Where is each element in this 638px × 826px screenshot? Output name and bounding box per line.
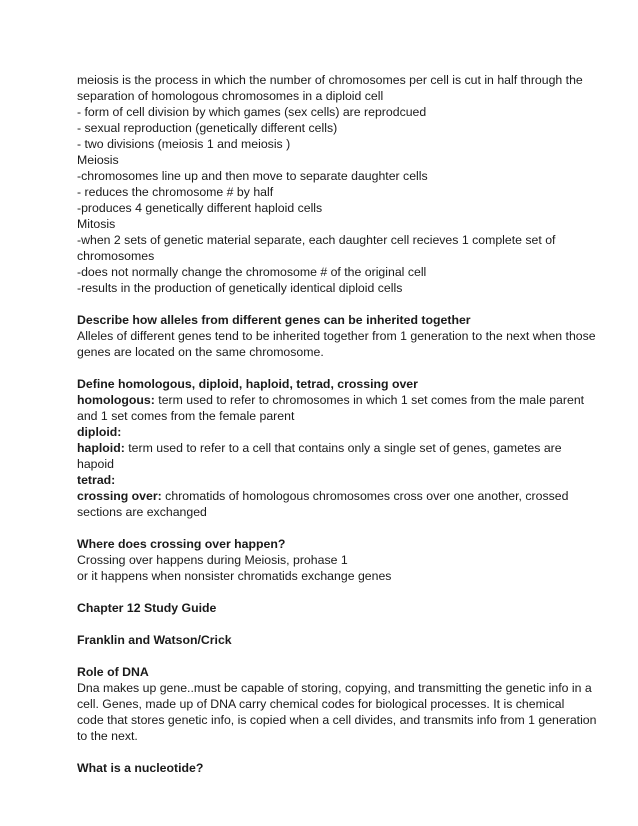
text-line: code that stores genetic info, is copied when a cell divides, and transmits info from 1 generation <box>77 713 597 727</box>
text-line: Dna makes up gene..must be capable of storing, copying, and transmitting the genetic info in a <box>77 681 592 695</box>
spacer <box>77 296 567 312</box>
chapter-heading: Chapter 12 Study Guide <box>77 601 217 615</box>
text-line: or it happens when nonsister chromatids exchange genes <box>77 569 392 583</box>
text-line: and 1 set comes from the female parent <box>77 409 295 423</box>
text-line: Alleles of different genes tend to be inherited together from 1 generation to the next when those <box>77 329 596 343</box>
definition-tetrad: tetrad: <box>77 473 116 487</box>
text-line: -when 2 sets of genetic material separate, each daughter cell recieves 1 complete set of <box>77 233 556 247</box>
section-heading: What is a nucleotide? <box>77 761 204 775</box>
section-heading: Define homologous, diploid, haploid, tetrad, crossing over <box>77 377 418 391</box>
spacer <box>77 616 567 632</box>
text-line: Meiosis <box>77 153 119 167</box>
dna-role-section <box>77 664 597 744</box>
text-line: -does not normally change the chromosome # of the original cell <box>77 265 427 279</box>
text-line: -chromosomes line up and then move to separate daughter cells <box>77 169 428 183</box>
text-line: -results in the production of genetically identical diploid cells <box>77 281 403 295</box>
definition-haploid <box>77 440 567 456</box>
section-heading: Franklin and Watson/Crick <box>77 633 232 647</box>
text-line: Mitosis <box>77 217 116 231</box>
text-line: cell. Genes, made up of DNA carry chemical codes for biological processes. It is chemical <box>77 697 565 711</box>
text-line: sections are exchanged <box>77 505 207 519</box>
text-line: - sexual reproduction (genetically different cells) <box>77 121 338 135</box>
definition-text: term used to refer to a cell that contains only a single set of genes, gametes are <box>124 441 562 455</box>
text-line: genes are located on the same chromosome. <box>77 345 324 359</box>
definition-term: homologous: <box>77 393 155 407</box>
text-line: - two divisions (meiosis 1 and meiosis ) <box>77 137 291 151</box>
document-page <box>77 72 597 776</box>
meiosis-notes <box>77 72 583 296</box>
text-line: Crossing over happens during Meiosis, prohase 1 <box>77 553 348 567</box>
text-line: separation of homologous chromosomes in a diploid cell <box>77 89 384 103</box>
definition-crossing-over <box>77 488 567 504</box>
spacer <box>77 360 567 376</box>
definitions-section <box>77 376 585 520</box>
text-line: hapoid <box>77 457 114 471</box>
section-heading: Describe how alleles from different genes can be inherited together <box>77 313 471 327</box>
section-heading: Where does crossing over happen? <box>77 537 286 551</box>
definition-homologous <box>77 392 585 408</box>
spacer <box>77 648 567 664</box>
definition-text: chromatids of homologous chromosomes cross over one another, crossed <box>161 489 569 503</box>
spacer <box>77 520 567 536</box>
text-line: meiosis is the process in which the number of chromosomes per cell is cut in half through the <box>77 73 583 87</box>
definition-term: haploid: <box>77 441 125 455</box>
crossing-over-section <box>77 536 567 584</box>
text-line: to the next. <box>77 729 138 743</box>
spacer <box>77 584 567 600</box>
definition-term: crossing over: <box>77 489 162 503</box>
alleles-section <box>77 312 596 360</box>
text-line: -produces 4 genetically different haploid cells <box>77 201 323 215</box>
text-line: - form of cell division by which games (sex cells) are reprodcued <box>77 105 427 119</box>
definition-text: term used to refer to chromosomes in which 1 set comes from the male parent <box>154 393 585 407</box>
text-line: chromosomes <box>77 249 155 263</box>
text-line: - reduces the chromosome # by half <box>77 185 274 199</box>
definition-diploid: diploid: <box>77 425 122 439</box>
spacer <box>77 744 567 760</box>
section-heading: Role of DNA <box>77 665 149 679</box>
